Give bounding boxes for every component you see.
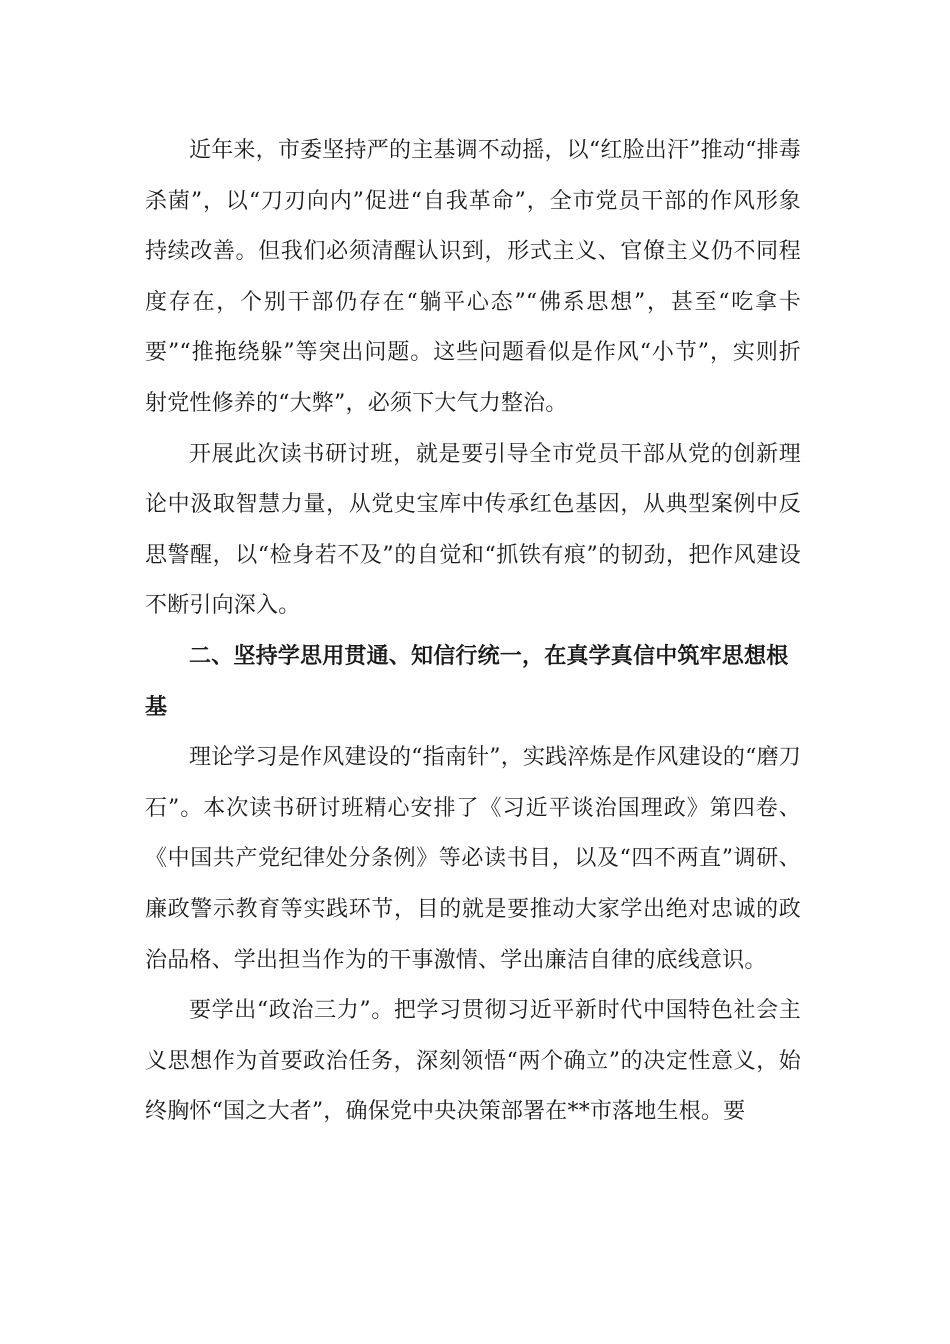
paragraph-4: 要学出“政治三力”。把学习贯彻习近平新时代中国特色社会主义思想作为首要政治任务，深刻领悟“两个确立”的决定性意义，始终胸怀“国之大者”，确保党中央决策部署在**市落地生根。要 bbox=[145, 998, 801, 1125]
paragraph-2: 开展此次读书研讨班，就是要引导全市党员干部从党的创新理论中汲取智慧力量，从党史宝库中传承红色基因，从典型案例中反思警醒，以“检身若不及”的自觉和“抓铁有痕”的韧劲，把作风建设不断引向深入。 bbox=[145, 441, 801, 619]
document-body bbox=[145, 126, 801, 1138]
paragraph-1: 近年来，市委坚持严的主基调不动摇，以“红脸出汗”推动“排毒杀菌”，以“刀刃向内”促进“自我革命”，全市党员干部的作风形象持续改善。但我们必须清醒认识到，形式主义、官僚主义仍不同程度存在，个别干部仍存在“躺平心态”“佛系思想”，甚至“吃拿卡要”“推拖绕躲”等突出问题。这些问题看似是作风“小节”，实则折射党性修养的“大弊”，必须下大气力整治。 bbox=[145, 138, 801, 416]
section-heading-2: 二、坚持学思用贯通、知信行统一，在真学真信中筑牢思想根基 bbox=[145, 643, 789, 720]
paragraph-3: 理论学习是作风建设的“指南针”，实践淬炼是作风建设的“磨刀石”。本次读书研讨班精心安排了《习近平谈治国理政》第四卷、《中国共产党纪律处分条例》等必读书目，以及“四不两直”调研、廉政警示教育等实践环节，目的就是要推动大家学出绝对忠诚的政治品格、学出担当作为的干事激情、学出廉洁自律的底线意识。 bbox=[145, 745, 801, 973]
